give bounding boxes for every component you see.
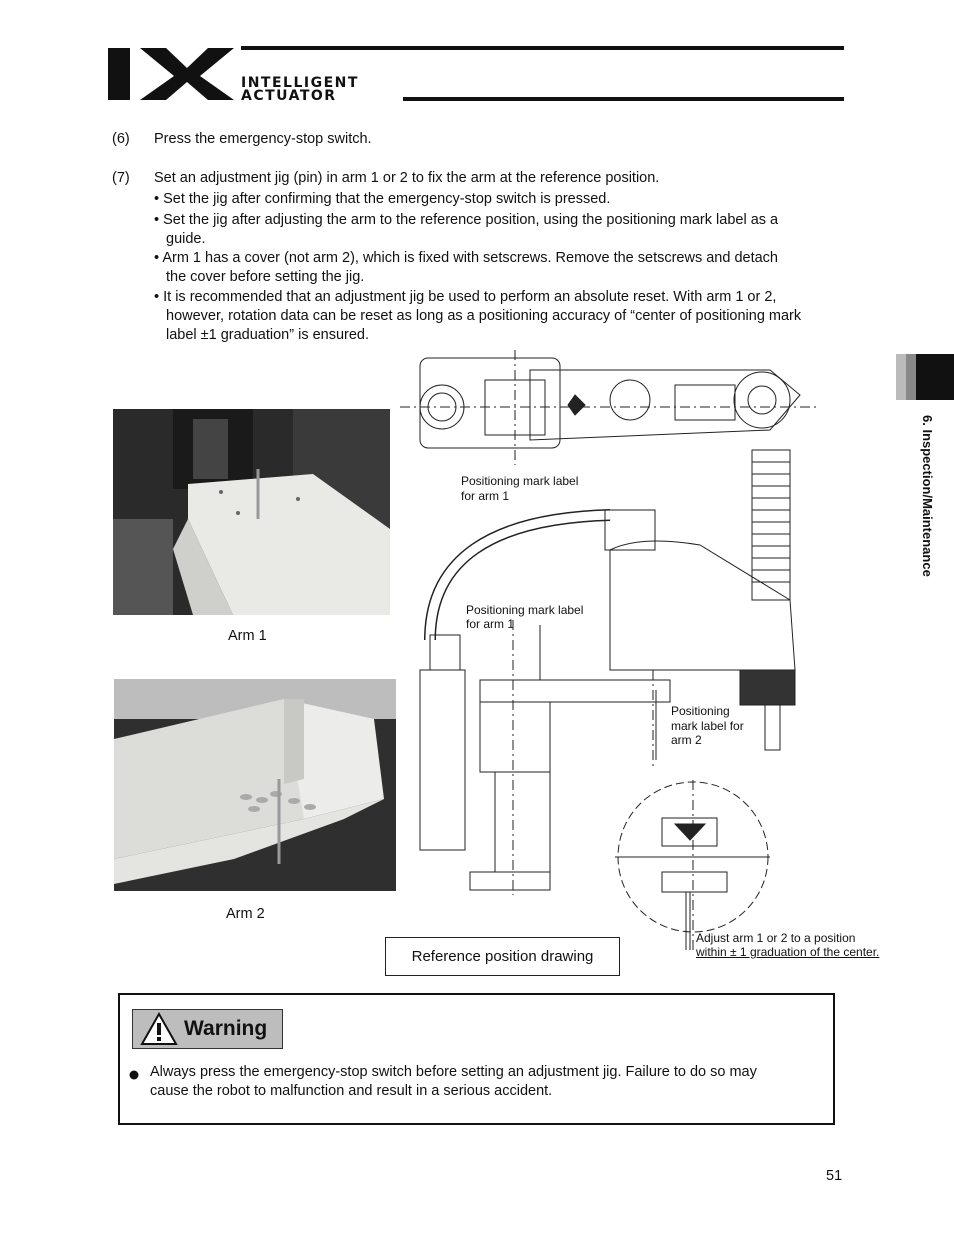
- chapter-side-label: 6. Inspection/Maintenance: [920, 415, 935, 577]
- reference-drawing-caption: Reference position drawing: [385, 937, 620, 976]
- warning-title-bar: [132, 1009, 283, 1049]
- label-arm2-line1: Positioning: [671, 704, 730, 718]
- warning-title: Warning: [184, 1017, 268, 1040]
- label-top-arm1-line1: Positioning mark label: [461, 474, 579, 488]
- adjust-note-line2: within ± 1 graduation of the center.: [696, 945, 880, 959]
- label-arm2-line2: mark label for: [671, 719, 744, 733]
- warning-text-line1: Always press the emergency-stop switch before setting an adjustment jig. Failure to do so may: [150, 1064, 757, 1080]
- arm1-caption: Arm 1: [228, 628, 267, 644]
- label-mid-arm1-line2: for arm 1: [466, 617, 515, 631]
- header-rule-top: [241, 46, 844, 50]
- bullet-dot: •: [154, 250, 160, 266]
- step-6-text: Press the emergency-stop switch.: [154, 131, 372, 147]
- header-rule-bottom: [403, 97, 844, 101]
- bullet-dot: •: [154, 212, 160, 228]
- label-mid-arm1-line1: Positioning mark label: [466, 603, 584, 617]
- bullet-item: • Set the jig after confirming that the emergency-stop switch is pressed.: [154, 191, 611, 207]
- warning-bullet-icon: [129, 1067, 139, 1085]
- arm2-caption: Arm 2: [226, 906, 265, 922]
- warning-text-line2: cause the robot to malfunction and result in a serious accident.: [150, 1083, 553, 1099]
- step-7-number: (7): [112, 170, 130, 186]
- label-arm2-line3: arm 2: [671, 733, 702, 747]
- bullet-dot: •: [154, 191, 160, 207]
- logo-text-intelligent: INTELLIGENT: [241, 75, 359, 91]
- reference-position-drawing: [400, 350, 820, 955]
- photo-arm1: [113, 409, 390, 615]
- warning-triangle-icon: [140, 1012, 178, 1046]
- ix-logo-mark: [108, 46, 234, 102]
- logo-text-actuator: ACTUATOR: [241, 88, 337, 104]
- bullet-dot: •: [154, 289, 160, 305]
- bullet-item: • Set the jig after adjusting the arm to the reference position, using the positioning mark label as a guide.: [154, 212, 779, 247]
- bullet-item: • It is recommended that an adjustment jig be used to perform an absolute reset. With arm 1 or 2, however, rotation data can be reset as long as a positioning accuracy of “center of positioning mark label ±1 graduation” is ensured.: [154, 289, 802, 343]
- chapter-tab-marker: [896, 354, 954, 400]
- page-number: 51: [826, 1168, 843, 1184]
- step-6-number: (6): [112, 131, 130, 147]
- step-7-text: Set an adjustment jig (pin) in arm 1 or 2 to fix the arm at the reference position.: [154, 170, 660, 186]
- bullet-item: • Arm 1 has a cover (not arm 2), which is fixed with setscrews. Remove the setscrews and detach the cover before setting the jig.: [154, 250, 778, 285]
- photo-arm2: [114, 679, 396, 891]
- adjust-note-line1: Adjust arm 1 or 2 to a position: [696, 931, 856, 945]
- label-top-arm1-line2: for arm 1: [461, 489, 510, 503]
